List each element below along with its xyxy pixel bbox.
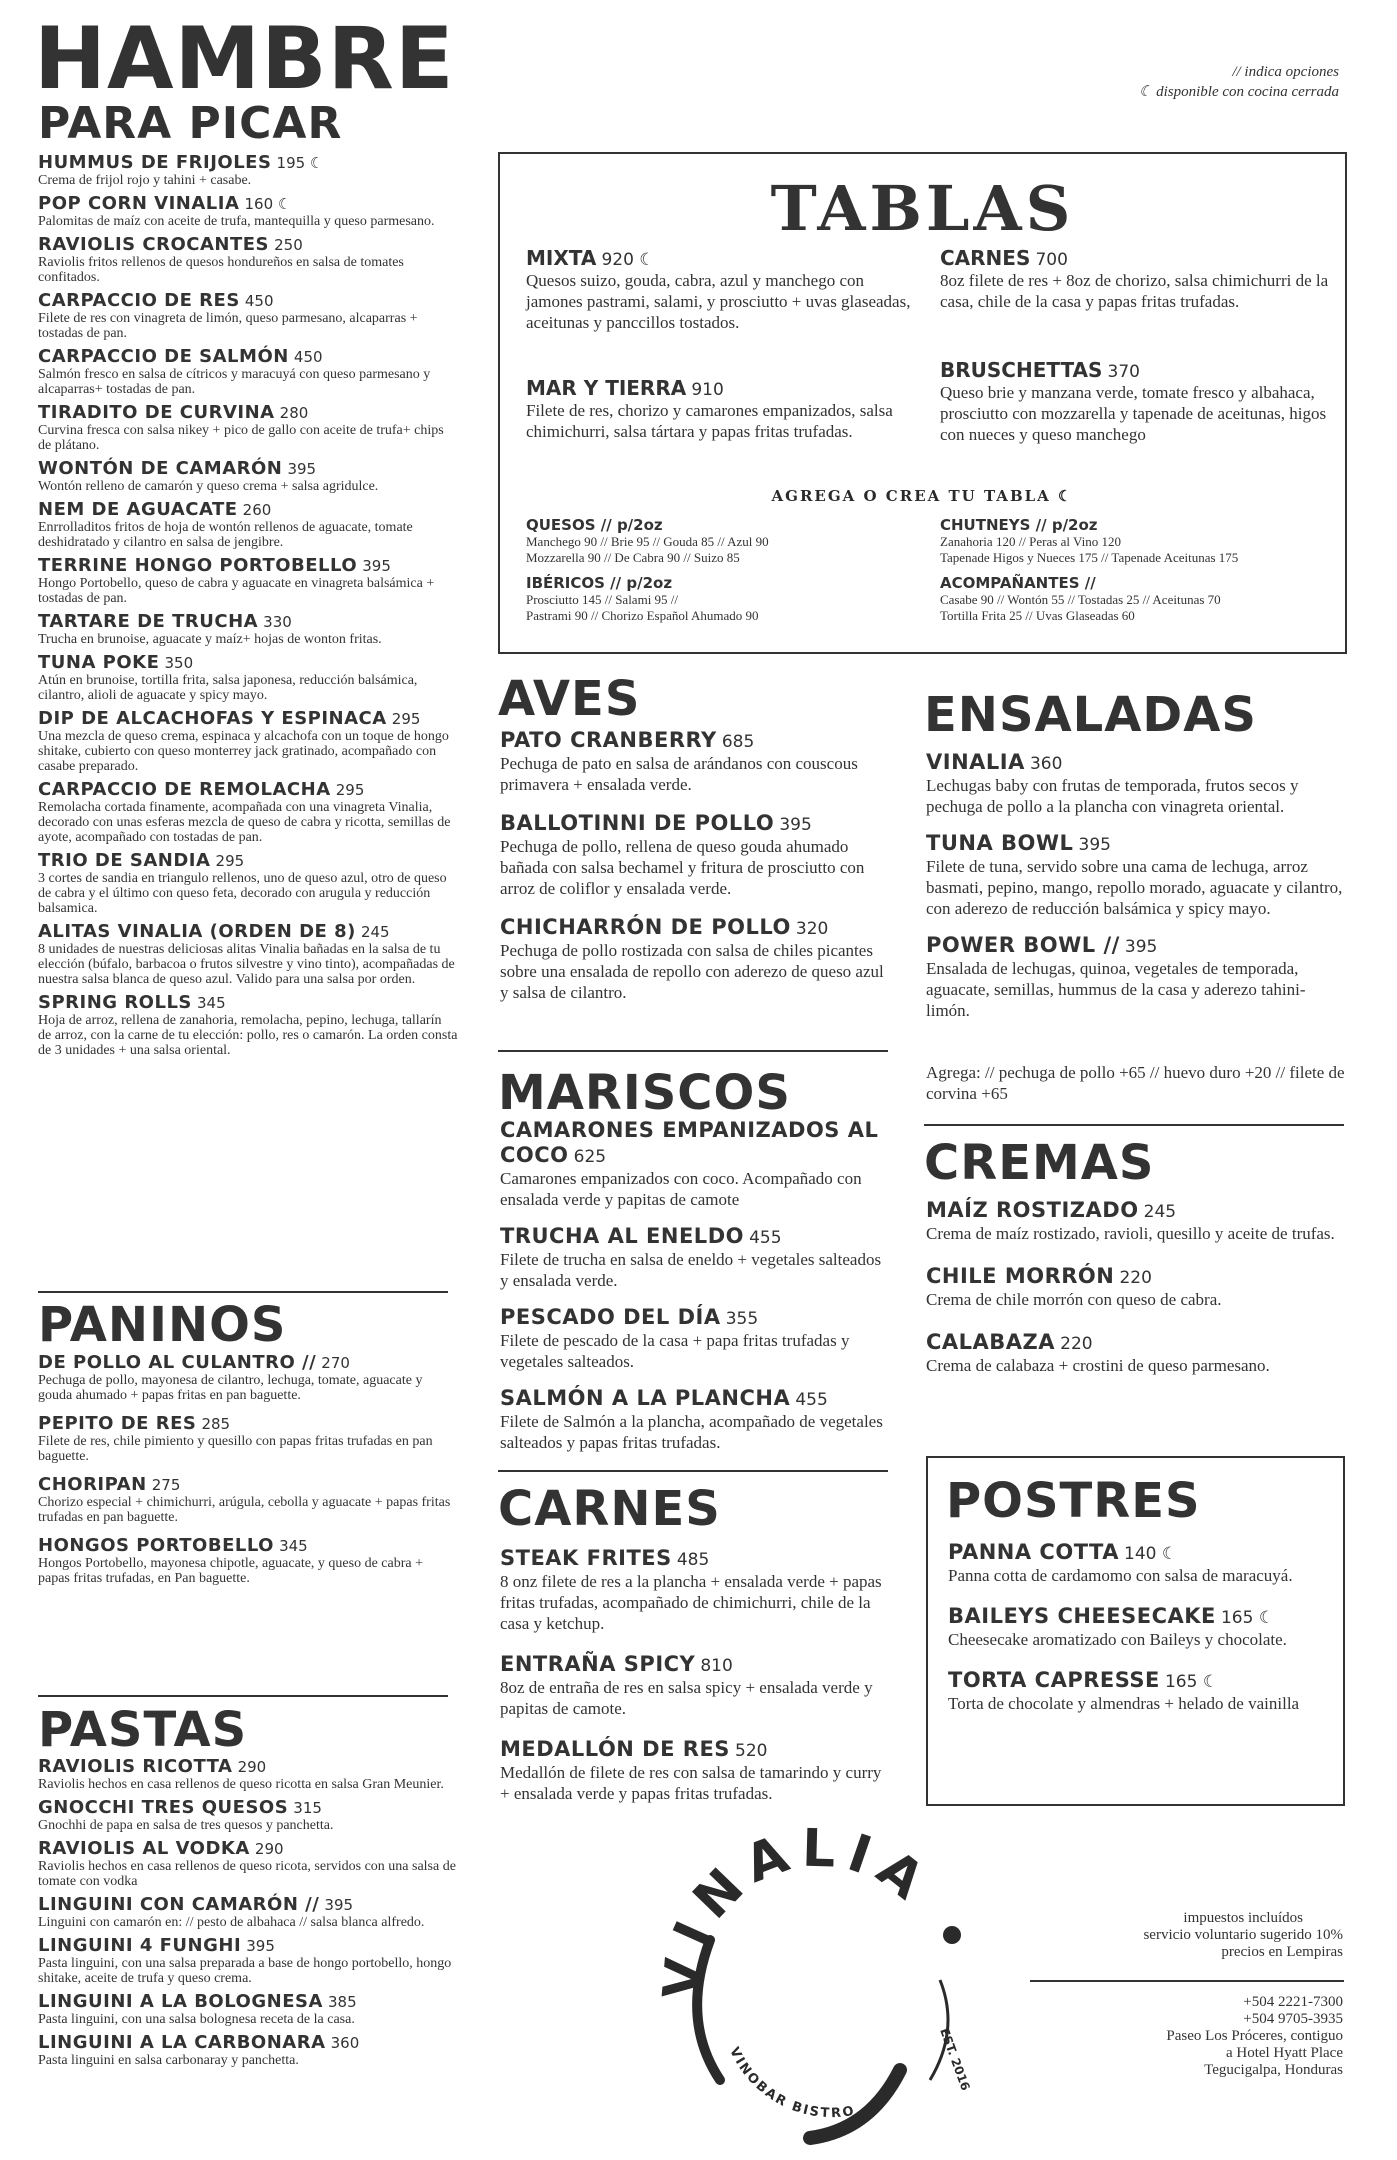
menu-item	[948, 1668, 1328, 1714]
item-desc: Queso brie y manzana verde, tomate fresco y albahaca, prosciutto con mozzarella y tapenade de aceitunas, higos con nueces y queso manchego	[940, 383, 1327, 444]
item-desc: Filete de trucha en salsa de eneldo + vegetales salteados y ensalada verde.	[500, 1250, 882, 1290]
menu-item	[948, 1540, 1328, 1586]
item-price: 295	[335, 781, 365, 799]
menu-item	[38, 1413, 458, 1464]
group-line: Manchego 90 // Brie 95 // Gouda 85 // Azul 90	[526, 534, 769, 549]
menu-item	[38, 1894, 458, 1930]
item-name: HONGOS PORTOBELLO	[38, 1535, 274, 1556]
note-line: impuestos incluídos	[1183, 1910, 1304, 1926]
phone-1: +504 2221-7300	[1243, 1994, 1343, 2010]
item-name: CALABAZA	[926, 1330, 1056, 1354]
item-price: 345	[196, 994, 226, 1012]
item-name: STEAK FRITES	[500, 1546, 672, 1570]
group-heading: ACOMPAÑANTES //	[940, 574, 1096, 592]
menu-item	[926, 750, 1346, 817]
item-price: 275	[151, 1476, 181, 1494]
item-desc: Una mezcla de queso crema, espinaca y alcachofa con un toque de hongo shitake, cubierto con queso monterrey jack gratinado, acompañado con casabe preparado.	[38, 729, 449, 774]
item-desc: Remolacha cortada finamente, acompañada con una vinagreta Vinalia, decorado con unas esferas mezcla de queso de cabra y ricotta, semillas de ayote, acompañado con tostadas de pan.	[38, 800, 451, 845]
item-desc: Wontón relleno de camarón y queso crema + salsa agridulce.	[38, 479, 379, 494]
item-price: 330	[263, 613, 292, 631]
item-desc: Quesos suizo, gouda, cabra, azul y manchego con jamones pastrami, salami, y prosciutto + uvas glaseadas, aceitunas y panccillos tostados.	[526, 271, 911, 332]
carnes-list	[500, 1546, 890, 1822]
item-name: ENTRAÑA SPICY	[500, 1652, 696, 1676]
item-price: 360	[1029, 754, 1063, 774]
item-price: 165 ☾	[1220, 1608, 1275, 1628]
tabla-item	[526, 376, 916, 442]
item-name: TUNA BOWL	[926, 831, 1074, 855]
item-price: 355	[725, 1309, 759, 1329]
divider	[38, 1291, 448, 1293]
item-name: TORTA CAPRESSE	[948, 1668, 1160, 1692]
menu-item	[926, 1198, 1346, 1244]
item-price: 295	[215, 852, 245, 870]
menu-item	[500, 1305, 890, 1372]
item-name: CARPACCIO DE RES	[38, 290, 240, 311]
group-heading: IBÉRICOS // p/2oz	[526, 574, 673, 592]
item-price: 520	[735, 1741, 768, 1761]
menu-item	[38, 2032, 458, 2068]
item-desc: Filete de tuna, servido sobre una cama de lechuga, arroz basmati, pepino, mango, repollo morado, aguacate y cilantro, con aderezo de reducción balsámica y spicy mayo.	[926, 857, 1343, 918]
item-desc: Raviolis fritos rellenos de quesos hondureños en salsa de tomates confitados.	[38, 255, 404, 285]
item-desc: Filete de res con vinagreta de limón, queso parmesano, alcaparras + tostadas de pan.	[38, 311, 418, 341]
tablas-box	[498, 152, 1347, 654]
menu-item	[500, 1118, 890, 1210]
item-name: DIP DE ALCACHOFAS Y ESPINACA	[38, 708, 387, 729]
address-line: a Hotel Hyatt Place	[1225, 2045, 1343, 2061]
section-title-ensaladas: ENSALADAS	[924, 687, 1257, 743]
section-title-pastas: PASTAS	[38, 1702, 248, 1758]
item-price: 250	[274, 236, 303, 254]
item-name: TUNA POKE	[38, 652, 160, 673]
divider	[1030, 1980, 1344, 1982]
section-title-aves: AVES	[498, 671, 641, 727]
menu-item	[38, 1474, 458, 1525]
menu-item	[38, 1991, 458, 2027]
address-line: Tegucigalpa, Honduras	[1204, 2062, 1343, 2078]
group-heading: CHUTNEYS // p/2oz	[940, 516, 1098, 534]
item-name: CARNES	[940, 246, 1031, 270]
item-desc: Pechuga de pato en salsa de arándanos con couscous primavera + ensalada verde.	[500, 754, 858, 794]
menu-item	[926, 933, 1346, 1021]
legend-options: // indica opciones	[1232, 64, 1339, 80]
item-desc: Filete de Salmón a la plancha, acompañado de vegetales salteados y papas fritas trufadas.	[500, 1412, 883, 1452]
divider	[924, 1124, 1344, 1126]
divider	[38, 1695, 448, 1697]
item-name: MAR Y TIERRA	[526, 376, 687, 400]
menu-item	[38, 402, 458, 453]
menu-item	[500, 1224, 890, 1291]
item-price: 140 ☾	[1124, 1544, 1178, 1564]
menu-item	[500, 728, 890, 795]
item-name: POWER BOWL //	[926, 933, 1120, 957]
item-price: 160 ☾	[244, 195, 292, 213]
menu-item	[38, 921, 458, 987]
item-desc: 8 unidades de nuestras deliciosas alitas Vinalia bañadas en la salsa de tu elección (búfalo, barbacoa o frutos silvestre y vino tinto), acompañadas de nuestra salsa blanca de queso azul. Valido para una salsa por orden.	[38, 942, 455, 987]
svg-text:VINOBAR BISTRO: VINOBAR BISTRO	[726, 2045, 857, 2122]
group-line: Tortilla Frita 25 // Uvas Glaseadas 60	[940, 608, 1135, 623]
item-price: 290	[254, 1840, 284, 1858]
item-name: MAÍZ ROSTIZADO	[926, 1198, 1139, 1222]
item-name: BAILEYS CHEESECAKE	[948, 1604, 1216, 1628]
menu-item	[38, 1535, 458, 1586]
menu-item	[38, 234, 458, 285]
item-desc: Hongo Portobello, queso de cabra y aguacate en vinagreta balsámica + tostadas de pan.	[38, 576, 435, 606]
note-line: servicio voluntario sugerido 10%	[1143, 1927, 1343, 1943]
svg-text:VINALIA: VINALIA	[652, 1820, 943, 2002]
item-name: BRUSCHETTAS	[940, 358, 1103, 382]
item-desc: Lechugas baby con frutas de temporada, frutos secos y pechuga de pollo a la plancha con vinagreta oriental.	[926, 776, 1299, 816]
item-desc: Pechuga de pollo rostizada con salsa de chiles picantes sobre una ensalada de repollo con aderezo de queso azul y salsa de cilantro.	[500, 941, 884, 1002]
item-price: 290	[237, 1758, 267, 1776]
item-desc: Panna cotta de cardamomo con salsa de maracuyá.	[948, 1566, 1293, 1585]
item-name: PESCADO DEL DÍA	[500, 1305, 721, 1329]
agrega-tabla-heading: AGREGA O CREA TU TABLA ☾	[771, 487, 1074, 505]
item-price: 395	[362, 557, 391, 575]
vinalia-logo	[640, 1820, 1000, 2150]
item-desc: Pasta linguini, con una salsa bolognesa receta de la casa.	[38, 2012, 355, 2027]
quesos-group	[526, 516, 926, 566]
item-name: LINGUINI CON CAMARÓN //	[38, 1894, 320, 1915]
pricing-notes	[1143, 1910, 1343, 1961]
vinalia-logo-icon	[640, 1820, 1000, 2150]
item-price: 245	[360, 923, 390, 941]
item-name: PATO CRANBERRY	[500, 728, 717, 752]
section-title-cremas: CREMAS	[924, 1135, 1155, 1191]
pastas-list	[38, 1756, 458, 2073]
menu-item	[926, 831, 1346, 919]
item-desc: Crema de calabaza + crostini de queso parmesano.	[926, 1356, 1270, 1375]
item-price: 455	[749, 1228, 782, 1248]
item-name: GNOCCHI TRES QUESOS	[38, 1797, 289, 1818]
cremas-list	[926, 1198, 1346, 1396]
menu-item	[500, 811, 890, 899]
item-desc: Hoja de arroz, rellena de zanahoria, remolacha, pepino, lechuga, tallarín de arroz, con la carne de tu elección: pollo, res o camarón. La orden consta de 3 unidades + una salsa oriental.	[38, 1013, 458, 1058]
menu-item	[38, 850, 458, 916]
menu-item	[926, 1330, 1346, 1376]
item-desc: Atún en brunoise, tortilla frita, salsa japonesa, reducción balsámica, cilantro, alioli de aguacate y spicy mayo.	[38, 673, 418, 703]
item-desc: Raviolis hechos en casa rellenos de queso ricota, servidos con una salsa de tomate con vodka	[38, 1859, 456, 1889]
item-price: 370	[1107, 362, 1140, 382]
item-desc: Salmón fresco en salsa de cítricos y maracuyá con queso parmesano y alcaparras+ tostadas de pan.	[38, 367, 431, 397]
item-price: 385	[328, 1993, 357, 2011]
tabla-item	[526, 246, 916, 333]
item-name: LINGUINI 4 FUNGHI	[38, 1935, 242, 1956]
item-price: 920 ☾	[601, 250, 655, 270]
menu-item	[38, 992, 458, 1058]
ibericos-group	[526, 574, 926, 624]
group-heading: QUESOS // p/2oz	[526, 516, 663, 534]
item-price: 315	[293, 1799, 322, 1817]
menu-item	[38, 1797, 458, 1833]
group-line: Casabe 90 // Wontón 55 // Tostadas 25 // Aceitunas 70	[940, 592, 1221, 607]
item-desc: Crema de maíz rostizado, ravioli, quesillo y aceite de trufas.	[926, 1224, 1335, 1243]
item-price: 395	[1078, 835, 1111, 855]
menu-item	[500, 1652, 890, 1719]
item-name: MIXTA	[526, 246, 597, 270]
item-name: TIRADITO DE CURVINA	[38, 402, 275, 423]
group-line: Pastrami 90 // Chorizo Español Ahumado 90	[526, 608, 759, 623]
item-name: TRUCHA AL ENELDO	[500, 1224, 744, 1248]
section-title-paninos: PANINOS	[38, 1297, 287, 1353]
item-desc: 8oz filete de res + 8oz de chorizo, salsa chimichurri de la casa, chile de la casa y papas fritas trufadas.	[940, 271, 1329, 311]
address-line: Paseo Los Próceres, contiguo	[1166, 2028, 1343, 2044]
item-price: 810	[700, 1656, 733, 1676]
item-desc: Ensalada de lechugas, quinoa, vegetales de temporada, aguacate, semillas, hummus de la casa y aderezo tahini-limón.	[926, 959, 1306, 1020]
section-title-tablas: TABLAS	[770, 172, 1075, 245]
menu-item	[38, 779, 458, 845]
item-price: 350	[164, 654, 194, 672]
item-desc: Medallón de filete de res con salsa de tamarindo y curry + ensalada verde y papas fritas trufadas.	[500, 1763, 882, 1803]
item-price: 910	[691, 380, 724, 400]
tabla-item	[940, 246, 1330, 312]
menu-item	[500, 915, 890, 1003]
menu-item	[500, 1546, 890, 1634]
menu-item	[38, 708, 458, 774]
menu-item	[38, 1935, 458, 1986]
item-name: BALLOTINNI DE POLLO	[500, 811, 775, 835]
item-price: 685	[721, 732, 755, 752]
item-name: CHICHARRÓN DE POLLO	[500, 915, 791, 939]
ensaladas-list	[926, 750, 1346, 1035]
item-name: LINGUINI A LA BOLOGNESA	[38, 1991, 323, 2012]
item-price: 455	[795, 1390, 828, 1410]
menu-item	[948, 1604, 1328, 1650]
item-desc: Gnochhi de papa en salsa de tres quesos y panchetta.	[38, 1818, 334, 1833]
menu-item	[38, 499, 458, 550]
group-line: Prosciutto 145 // Salami 95 //	[526, 592, 679, 607]
item-name: HUMMUS DE FRIJOLES	[38, 152, 272, 173]
group-line: Tapenade Higos y Nueces 175 // Tapenade Aceitunas 175	[940, 550, 1239, 565]
menu-item	[38, 1352, 458, 1403]
item-price: 395	[1124, 937, 1158, 957]
item-desc: Crema de frijol rojo y tahini + casabe.	[38, 173, 252, 188]
item-desc: Pasta linguini, con una salsa preparada a base de hongo portobello, hongo shitake, aceite de trufa y queso crema.	[38, 1956, 452, 1986]
item-name: CAMARONES EMPANIZADOS AL COCO	[500, 1118, 879, 1167]
item-desc: Linguini con camarón en: // pesto de albahaca // salsa blanca alfredo.	[38, 1915, 425, 1930]
item-price: 360	[330, 2034, 360, 2052]
menu-item	[500, 1737, 890, 1804]
item-name: DE POLLO AL CULANTRO //	[38, 1352, 317, 1373]
item-price: 320	[795, 919, 829, 939]
item-name: TARTARE DE TRUCHA	[38, 611, 259, 632]
menu-item	[38, 193, 458, 229]
item-desc: Pasta linguini en salsa carbonaray y panchetta.	[38, 2053, 299, 2068]
item-name: POP CORN VINALIA	[38, 193, 240, 214]
item-name: ALITAS VINALIA (ORDEN DE 8)	[38, 921, 356, 942]
item-desc: Camarones empanizados con coco. Acompañado con ensalada verde y papitas de camote	[500, 1169, 862, 1209]
item-name: PANNA COTTA	[948, 1540, 1119, 1564]
item-name: RAVIOLIS CROCANTES	[38, 234, 270, 255]
tabla-item	[940, 358, 1330, 445]
item-price: 260	[242, 501, 272, 519]
item-price: 165 ☾	[1164, 1672, 1219, 1692]
item-desc: Hongos Portobello, mayonesa chipotle, aguacate, y queso de cabra + papas fritas trufadas, en Pan baguette.	[38, 1556, 423, 1586]
item-desc: 8oz de entraña de res en salsa spicy + ensalada verde y papitas de camote.	[500, 1678, 873, 1718]
item-name: RAVIOLIS AL VODKA	[38, 1838, 250, 1859]
menu-item	[38, 652, 458, 703]
item-desc: Enrrolladitos fritos de hoja de wontón rellenos de aguacate, tomate deshidratado y cilantro en salsa de jengibre.	[38, 520, 413, 550]
section-title-carnes: CARNES	[498, 1481, 721, 1537]
item-desc: Raviolis hechos en casa rellenos de queso ricotta en salsa Gran Meunier.	[38, 1777, 444, 1792]
section-title-postres: POSTRES	[946, 1473, 1201, 1529]
item-name: MEDALLÓN DE RES	[500, 1737, 730, 1761]
menu-item	[926, 1264, 1346, 1310]
group-line: Zanahoria 120 // Peras al Vino 120	[940, 534, 1121, 549]
menu-item	[38, 1756, 458, 1792]
item-price: 220	[1060, 1334, 1093, 1354]
group-line: Mozzarella 90 // De Cabra 90 // Suizo 85	[526, 550, 740, 565]
ensaladas-extras: Agrega: // pechuga de pollo +65 // huevo duro +20 // filete de corvina +65	[926, 1063, 1345, 1103]
item-name: WONTÓN DE CAMARÓN	[38, 458, 283, 479]
item-name: CHORIPAN	[38, 1474, 147, 1495]
acompanantes-group	[940, 574, 1340, 624]
item-desc: Chorizo especial + chimichurri, arúgula, cebolla y aguacate + papas fritas trufadas en pan baguette.	[38, 1495, 451, 1525]
menu-item	[38, 555, 458, 606]
item-price: 395	[779, 815, 812, 835]
divider	[498, 1050, 888, 1052]
aves-list	[500, 728, 890, 1019]
item-name: LINGUINI A LA CARBONARA	[38, 2032, 326, 2053]
svg-text:EST. 2016: EST. 2016	[937, 2026, 973, 2093]
menu-item	[38, 346, 458, 397]
item-price: 450	[293, 348, 323, 366]
item-desc: 8 onz filete de res a la plancha + ensalada verde + papas fritas trufadas, acompañado de chimichurri, chile de la casa y ketchup.	[500, 1572, 882, 1633]
item-price: 700	[1035, 250, 1068, 270]
item-desc: Curvina fresca con salsa nikey + pico de gallo con aceite de trufa+ chips de plátano.	[38, 423, 444, 453]
item-desc: Filete de res, chile pimiento y quesillo con papas fritas trufadas en pan baguette.	[38, 1434, 433, 1464]
phone-2: +504 9705-3935	[1243, 2011, 1343, 2027]
menu-item	[38, 152, 458, 188]
divider	[498, 1470, 888, 1472]
item-price: 245	[1143, 1202, 1177, 1222]
mariscos-list	[500, 1118, 890, 1467]
item-desc: Filete de res, chorizo y camarones empanizados, salsa chimichurri, salsa tártara y papas fritas trufadas.	[526, 401, 893, 441]
item-name: SPRING ROLLS	[38, 992, 192, 1013]
item-name: CARPACCIO DE REMOLACHA	[38, 779, 331, 800]
item-desc: Palomitas de maíz con aceite de trufa, mantequilla y queso parmesano.	[38, 214, 435, 229]
contact-info	[1166, 1994, 1343, 2079]
item-desc: Trucha en brunoise, aguacate y maíz+ hojas de wonton fritas.	[38, 632, 382, 647]
item-name: SALMÓN A LA PLANCHA	[500, 1386, 791, 1410]
menu-item	[500, 1386, 890, 1453]
item-price: 220	[1119, 1268, 1152, 1288]
item-desc: 3 cortes de sandia en triangulo rellenos, uno de queso azul, otro de queso de cabra y el último con queso feta, decorado con arugula y reducción balsamica.	[38, 871, 447, 916]
item-name: NEM DE AGUACATE	[38, 499, 238, 520]
chutneys-group	[940, 516, 1340, 566]
item-name: RAVIOLIS RICOTTA	[38, 1756, 233, 1777]
item-name: TERRINE HONGO PORTOBELLO	[38, 555, 358, 576]
item-price: 395	[287, 460, 317, 478]
item-price: 485	[676, 1550, 710, 1570]
menu-title: HAMBRE	[34, 9, 455, 109]
item-name: TRIO DE SANDIA	[38, 850, 211, 871]
item-price: 450	[244, 292, 274, 310]
item-name: PEPITO DE RES	[38, 1413, 197, 1434]
item-price: 345	[279, 1537, 308, 1555]
item-price: 270	[321, 1354, 350, 1372]
section-title-mariscos: MARISCOS	[498, 1065, 791, 1121]
note-line: precios en Lempiras	[1221, 1944, 1343, 1960]
item-price: 195 ☾	[276, 154, 324, 172]
item-price: 395	[324, 1896, 354, 1914]
postres-list	[948, 1540, 1328, 1732]
item-price: 295	[391, 710, 421, 728]
item-desc: Pechuga de pollo, mayonesa de cilantro, lechuga, tomate, aguacate y gouda ahumado + papas fritas en pan baguette.	[38, 1373, 423, 1403]
item-desc: Pechuga de pollo, rellena de queso gouda ahumado bañada con salsa bechamel y fritura de prosciutto con arroz de coliflor y ensalada verde.	[500, 837, 865, 898]
item-desc: Crema de chile morrón con queso de cabra.	[926, 1290, 1222, 1309]
item-desc: Filete de pescado de la casa + papa fritas trufadas y vegetales salteados.	[500, 1331, 850, 1371]
para-picar-list	[38, 152, 458, 1063]
item-price: 625	[573, 1147, 607, 1167]
item-price: 285	[201, 1415, 231, 1433]
section-title-para-picar: PARA PICAR	[38, 98, 343, 149]
menu-item	[38, 611, 458, 647]
item-name: VINALIA	[926, 750, 1025, 774]
item-name: CHILE MORRÓN	[926, 1264, 1115, 1288]
menu-item	[38, 458, 458, 494]
item-name: CARPACCIO DE SALMÓN	[38, 346, 289, 367]
item-price: 395	[246, 1937, 275, 1955]
postres-box	[926, 1456, 1345, 1806]
menu-item	[38, 1838, 458, 1889]
paninos-list	[38, 1352, 458, 1596]
item-desc: Torta de chocolate y almendras + helado de vainilla	[948, 1694, 1300, 1713]
item-desc: Cheesecake aromatizado con Baileys y chocolate.	[948, 1630, 1287, 1649]
legend-closed-kitchen: ☾ disponible con cocina cerrada	[1138, 84, 1339, 100]
menu-item	[38, 290, 458, 341]
item-price: 280	[279, 404, 309, 422]
